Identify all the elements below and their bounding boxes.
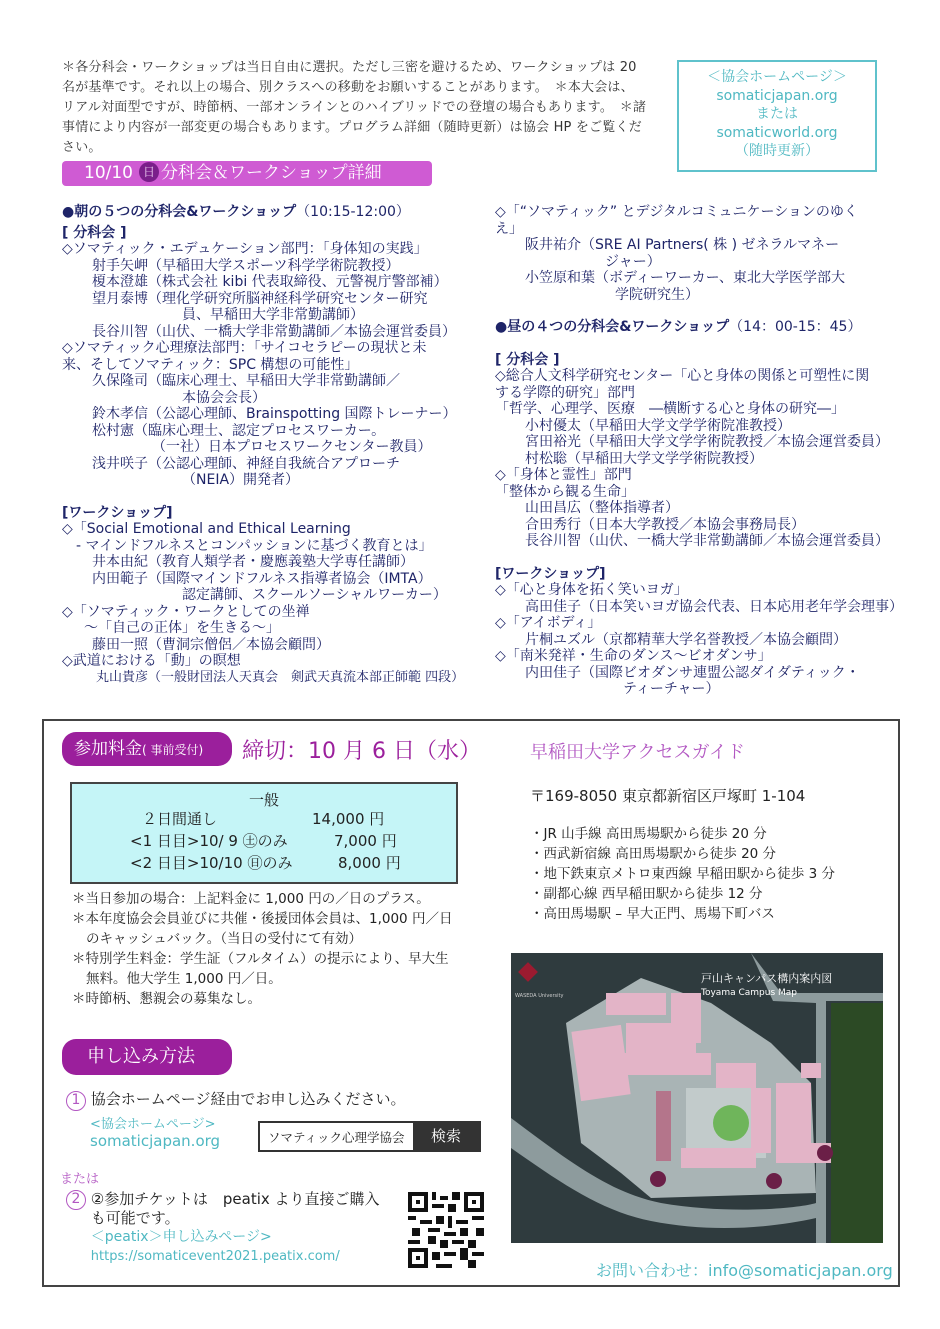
band-date: 10/10 — [84, 163, 133, 183]
speaker: 村松聡（早稲田大学文学学術院教授） — [525, 450, 763, 467]
speaker: 小笠原和葉（ボディーワーカー、東北大学医学部大 — [525, 270, 846, 286]
fee-note: ＊本年度協会会員並びに共催・後援団体会員は、1,000 円／日 — [72, 911, 453, 927]
route-list — [530, 824, 835, 924]
fee-row-label: <1 日目>10/ 9 ㊏のみ — [130, 832, 288, 850]
speaker-cont: （一社）日本プロセスワークセンター教員） — [152, 439, 432, 455]
contact-email[interactable]: お問い合わせ：info@somaticjapan.org — [596, 1261, 893, 1280]
fee-note: ＊当日参加の場合：上記料金に 1,000 円の／日のプラス。 — [72, 891, 430, 907]
route-item: ・地下鉄東京メトロ東西線 早稲田駅から徒歩 3 分 — [530, 866, 835, 882]
fee-row-price: 14,000 円 — [312, 810, 385, 828]
deadline: 締切：10 月 6 日（水） — [242, 739, 481, 764]
speaker: 内田範子（国際マインドフルネス指導者協会（IMTA） — [92, 570, 432, 587]
morning-column — [62, 204, 492, 686]
apply-step-2 — [66, 1190, 380, 1266]
fee-note: ＊時節柄、懇親会の募集なし。 — [72, 991, 261, 1007]
speaker: 望月泰博（理化学研究所脳神経科学研究センター研究 — [92, 290, 428, 307]
speaker: 榎本澄雄（株式会社 kibi 代表取締役、元警視庁警部補） — [92, 274, 448, 290]
homepage-note: （随時更新） — [735, 143, 819, 159]
section-header-band — [62, 161, 432, 186]
fee-category: 一般 — [248, 791, 279, 809]
step1-link[interactable]: somaticjapan.org — [90, 1132, 221, 1150]
morning-session2-title: ◇ソマティック心理療法部門：「サイコセラピーの現状と未 — [62, 340, 427, 356]
afternoon-session1-subtitle: 「哲学、心理学、医療 ―横断する心と身体の研究―」 — [495, 401, 845, 417]
homepage-link-somaticworld[interactable]: somaticworld.org — [716, 124, 838, 141]
speaker: 松村憲（臨床心理士、認定プロセスワーカー。 — [92, 422, 386, 439]
morning-ws1-title: ◇「Social Emotional and Ethical Learning — [62, 521, 351, 537]
afternoon-heading: ●昼の４つの分科会&ワークショップ（14：00-15：45） — [495, 319, 862, 335]
speaker: 合田秀行（日本大学教授／本協会事務局長） — [525, 516, 805, 533]
speaker-cont: 員、早稲田大学非常勤講師） — [182, 307, 364, 323]
speaker-cont: 学院研究生） — [615, 286, 699, 303]
fee-row-label: <2 日目>10/10 ㊐のみ — [130, 854, 293, 872]
speaker: 浅井咲子（公認心理師、神経自我統合アプローチ — [92, 455, 400, 472]
afternoon-ws2-title: ◇「アイボディ」 — [495, 615, 602, 631]
afternoon-session2-subtitle: 「整体から観る生命」 — [495, 483, 635, 500]
speaker-cont: ティーチャー） — [623, 681, 720, 697]
morning-session1-title: ◇ソマティック・エデュケーション部門：「身体知の実践」 — [62, 241, 428, 257]
fee-pill: 参加料金( 事前受付) — [62, 732, 232, 766]
morning-ws1-title-cont: - マインドフルネスとコンパッションに基づく教育とは」 — [76, 537, 433, 554]
svg-text:Toyama Campus Map: Toyama Campus Map — [701, 988, 797, 998]
route-item: ・高田馬場駅 – 早大正門、馬場下町バス — [530, 906, 775, 922]
step-number-1: 1 — [66, 1091, 86, 1111]
route-item: ・西武新宿線 高田馬場駅から徒歩 20 分 — [530, 846, 777, 862]
access-title: 早稲田大学アクセスガイド — [530, 742, 745, 763]
speaker: 片桐ユズル（京都精華大学名誉教授／本協会顧問） — [525, 631, 847, 648]
fee-note-cont: 無料。他大学生 1,000 円／日。 — [86, 971, 282, 987]
afternoon-session2-title: ◇「身体と霊性」部門 — [495, 467, 632, 483]
route-item: ・副都心線 西早稲田駅から徒歩 12 分 — [530, 886, 763, 902]
fee-note-cont: のキャッシュバック。（当日の受付にて有効） — [86, 931, 362, 947]
homepage-link-somaticjapan[interactable]: somaticjapan.org — [716, 87, 838, 104]
campus-map-drawing — [511, 953, 883, 1243]
morning-ws2-title: ◇「ソマティック・ワークとしての坐禅 — [62, 603, 310, 620]
band-title: 分科会＆ワークショップ詳細 — [161, 163, 382, 183]
step2-link-label: ＜peatix＞申し込みページ> — [90, 1229, 272, 1245]
morning-workshop-label: [ワークショップ] — [62, 504, 173, 521]
search-input[interactable] — [260, 1123, 413, 1150]
fee-row-label: ２日間通し — [142, 810, 218, 828]
speaker: 高田佳子（日本笑いヨガ協会代表、日本応用老年学会理事） — [525, 598, 903, 615]
speaker: 藤田一照（曹洞宗僧侶／本協会顧問） — [92, 636, 330, 653]
morning-session2-title-cont: 来、そしてソマティック：SPC 構想の可能性」 — [62, 356, 359, 373]
step1-text: 協会ホームページ経由でお申し込みください。 — [90, 1090, 406, 1108]
morning-ws3-title: ◇武道における「動」の瞑想 — [62, 653, 241, 669]
speaker: 内田佳子（国際ビオダンサ連盟公認ダイダティック・ — [525, 664, 860, 681]
or-label: または — [60, 1172, 100, 1187]
speaker: 阪井祐介（SRE AI Partners( 株 ) ゼネラルマネー — [525, 237, 840, 253]
afternoon-column — [495, 204, 915, 698]
svg-text:WASEDA University: WASEDA University — [515, 993, 564, 999]
speaker: 長谷川智（山伏、一橋大学非常勤講師／本協会運営委員） — [525, 533, 889, 549]
fee-row-price: 7,000 円 — [334, 832, 397, 850]
speaker: 鈴木孝信（公認心理師、Brainspotting 国際トレーナー） — [92, 406, 457, 422]
svg-text:戸山キャンパス構内案内図: 戸山キャンパス構内案内図 — [701, 972, 833, 985]
speaker-cont: （NEIA）開発者） — [182, 472, 300, 488]
speaker-cont: ジャー） — [605, 253, 661, 270]
campus-map — [511, 953, 883, 1243]
speaker: 小村優太（早稲田大学文学学術院准教授） — [525, 417, 791, 434]
afternoon-session1-title: ◇総合人文科学研究センター「心と身体の関係と可塑性に関 — [495, 368, 870, 384]
fee-row-price: 8,000 円 — [338, 854, 401, 872]
homepage-or: または — [756, 106, 798, 122]
homepage-box — [677, 60, 877, 172]
step-number-2: 2 — [66, 1190, 86, 1210]
afternoon-bunkakai-label: [ 分科会 ] — [495, 351, 560, 368]
step2-text-cont: も可能です。 — [90, 1209, 180, 1227]
speaker: 射手矢岬（早稲田大学スポーツ科学学術院教授） — [92, 257, 400, 274]
speaker: 山田昌広（整体指導者） — [525, 500, 679, 516]
apply-pill: 申し込み方法 — [62, 1039, 232, 1075]
afternoon-workshop-label: [ワークショップ] — [495, 565, 606, 582]
band-day-badge: 日 — [139, 162, 159, 182]
address: 〒169-8050 東京都新宿区戸塚町 1-104 — [530, 787, 806, 805]
step2-text: ②参加チケットは peatix より直接ご購入 — [90, 1190, 380, 1208]
afternoon-ws1-title: ◇「心と身体を拓く笑いヨガ」 — [495, 582, 688, 598]
search-box — [258, 1121, 481, 1152]
route-item: ・JR 山手線 高田馬場駅から徒歩 20 分 — [530, 826, 767, 842]
morning-ws4-title: ◇「“ソマティック” とデジタルコミュニケーションのゆく — [495, 204, 858, 220]
speaker: 長谷川智（山伏、一橋大学非常勤講師／本協会運営委員） — [92, 323, 456, 340]
qr-code-icon — [408, 1192, 484, 1268]
speaker: 宮田裕光（早稲田大学文学学術院教授／本協会運営委員） — [525, 434, 889, 450]
qr-code[interactable] — [408, 1192, 484, 1268]
morning-ws2-title-cont: ～「自己の正体」を生きる～」 — [84, 620, 280, 636]
afternoon-session1-title-cont: する学際的研究」部門 — [495, 384, 635, 401]
notice-text: ＊各分科会・ワークショップは当日自由に選択。ただし三密を避けるため、ワークショップは 20 名が基準です。それ以上の場合、別クラスへの移動をお願いすることがあります。 ＊本大会は、リアル対面型ですが、時節柄、一部オンラインとのハイブリッドでの登壇の場合もあります。 ＊諸事情により内容が一部変更の場合もあります。プログラム詳細（随時更新）は協会 HP をご覧ください。 — [62, 60, 647, 155]
fee-note: ＊特別学生料金：学生証（フルタイム）の提示により、早大生 — [72, 951, 449, 967]
search-button[interactable]: 検索 — [413, 1123, 479, 1150]
speaker: 丸山貴彦（一般財団法人天真会 剣武天真流本部正師範 四段） — [96, 669, 465, 685]
homepage-label: ＜協会ホームページ＞ — [707, 69, 847, 85]
step1-link-label: <協会ホームページ> — [90, 1117, 216, 1132]
morning-bunkakai-label: [ 分科会 ] — [62, 224, 127, 241]
step2-link[interactable]: https://somaticevent2021.peatix.com/ — [90, 1249, 340, 1264]
speaker: 久保隆司（臨床心理士、早稲田大学非常勤講師／ — [92, 373, 400, 389]
morning-ws4-title-cont: え」 — [495, 220, 523, 237]
afternoon-ws3-title: ◇「南米発祥・生命のダンス～ビオダンサ」 — [495, 648, 772, 664]
morning-heading: ●朝の５つの分科会&ワークショップ（10:15-12:00） — [62, 204, 410, 220]
speaker-cont: 本協会会長） — [182, 389, 266, 406]
speaker-cont: 認定講師、スクールソーシャルワーカー） — [182, 587, 447, 603]
speaker: 井本由紀（教育人類学者・慶應義塾大学専任講師） — [92, 554, 414, 570]
fee-notes — [72, 889, 482, 1009]
fee-table — [70, 782, 458, 884]
